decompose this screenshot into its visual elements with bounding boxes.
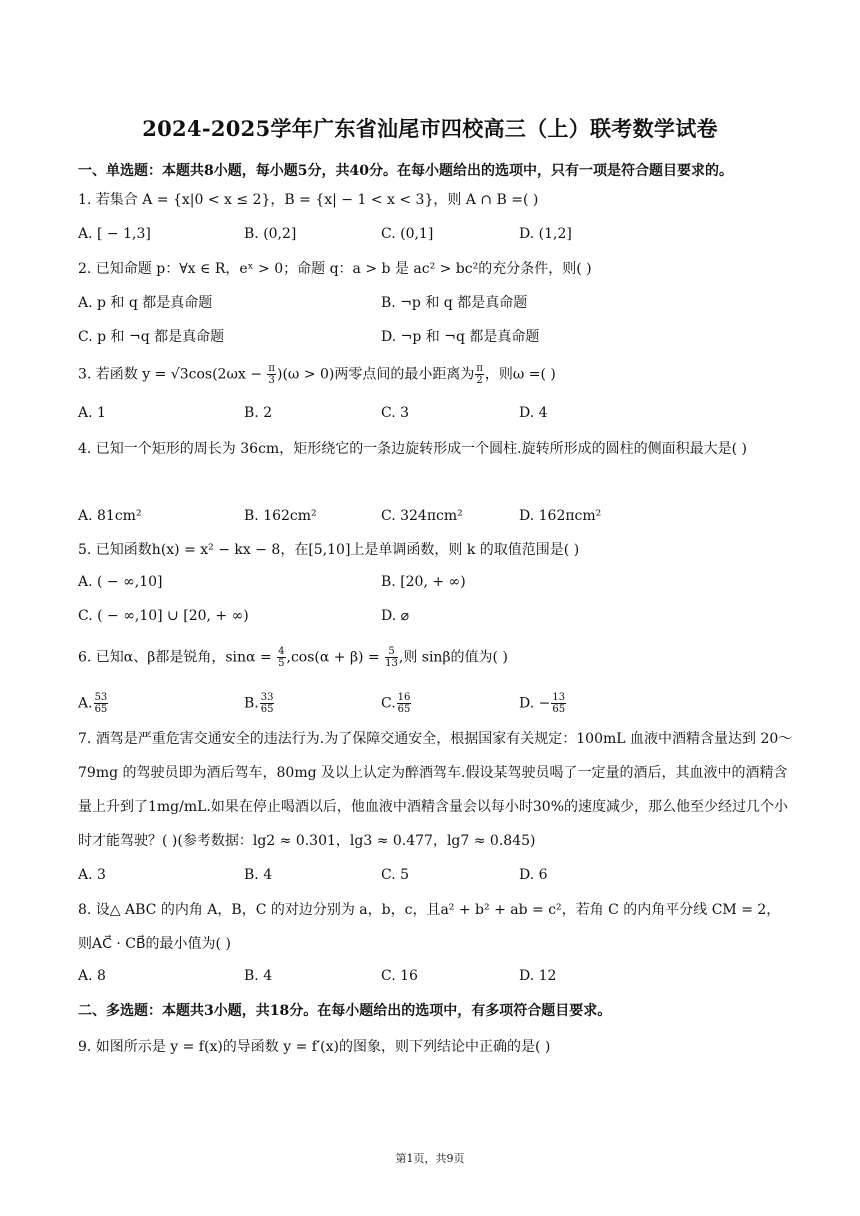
numerator: 33 [260, 692, 274, 703]
option-c[interactable]: C. 3 [381, 405, 410, 421]
question-8-stem-line1: 8. 设△ ABC 的内角 A，B，C 的对边分别为 a，b，c，且a² + b² + ab = c²，若角 C 的内角平分线 CM = 2， [78, 902, 781, 918]
numerator: π [268, 363, 275, 374]
option-b[interactable]: B. 4 [244, 867, 273, 883]
option-d[interactable]: D. 6 [519, 867, 548, 883]
option-b[interactable]: B. [20, + ∞) [381, 574, 466, 590]
question-9-stem: 9. 如图所示是 y = f(x)的导函数 y = f′(x)的图象，则下列结论中正确的是( ) [78, 1039, 551, 1055]
option-label: D. − [519, 695, 551, 712]
option-b[interactable]: B. 162cm² [244, 508, 317, 524]
option-d[interactable]: D. 162πcm² [519, 508, 602, 524]
option-a[interactable]: A. [ − 1,3] [78, 226, 151, 242]
denominator: 65 [94, 704, 108, 715]
option-d[interactable]: D. ¬p 和 ¬q 都是真命题 [381, 329, 540, 345]
option-fraction [260, 692, 275, 715]
question-4-stem: 4. 已知一个矩形的周长为 36cm，矩形绕它的一条边旋转形成一个圆柱.旋转所形成的圆柱的侧面积最大是( ) [78, 441, 748, 457]
denominator: 65 [397, 704, 411, 715]
numerator: 4 [278, 646, 285, 657]
option-fraction [94, 692, 109, 715]
denominator: 65 [260, 704, 274, 715]
page-title: 2024-2025学年广东省汕尾市四校高三（上）联考数学试卷 [142, 116, 718, 141]
option-c[interactable]: C. (0,1] [381, 226, 434, 242]
question-3-options [78, 405, 798, 425]
option-a[interactable] [78, 692, 109, 715]
option-c[interactable]: C. 5 [381, 867, 410, 883]
question-7-options [78, 867, 798, 887]
denominator: 2 [476, 375, 483, 386]
section-multi-choice-heading: 二、多选题：本题共3小题，共18分。在每小题给出的选项中，有多项符合题目要求。 [78, 1003, 612, 1019]
question-4-options [78, 508, 798, 528]
fraction-4-over-5 [277, 646, 285, 669]
option-c[interactable] [381, 692, 412, 715]
question-5-options-row1 [78, 574, 798, 594]
numerator: π [476, 363, 483, 374]
question-1-options [78, 226, 798, 246]
denominator: 5 [278, 658, 285, 669]
denominator: 3 [268, 375, 275, 386]
option-a[interactable]: A. ( − ∞,10] [78, 574, 163, 590]
numerator: 53 [94, 692, 108, 703]
question-2-options-row2 [78, 326, 798, 346]
option-a[interactable]: A. 1 [78, 405, 106, 421]
page-footer: 第1页，共9页 [395, 1152, 465, 1165]
fraction-pi-over-3 [267, 363, 276, 386]
question-2-options-row1 [78, 292, 798, 312]
question-6-stem [78, 646, 798, 669]
question-5-options-row2 [78, 608, 798, 628]
question-6-stem-part-c: ,则 sinβ的值为( ) [398, 649, 508, 666]
question-6-options [78, 692, 798, 720]
option-label: B. [244, 695, 259, 712]
option-b[interactable]: B. ¬p 和 q 都是真命题 [381, 295, 528, 311]
question-3-stem-part-b: )(ω > 0)两零点间的最小距离为 [276, 366, 475, 383]
option-b[interactable]: B. 4 [244, 968, 273, 984]
option-label: A. [78, 695, 93, 712]
option-c[interactable]: C. ( − ∞,10] ∪ [20, + ∞) [78, 608, 249, 624]
denominator: 65 [552, 704, 566, 715]
option-b[interactable] [244, 692, 275, 715]
question-6-stem-part-a: 6. 已知α、β都是锐角，sinα = [78, 649, 272, 666]
option-d[interactable]: D. 4 [519, 405, 548, 421]
question-8-options [78, 968, 798, 988]
option-d[interactable]: D. (1,2] [519, 226, 572, 242]
fraction-pi-over-2 [475, 363, 484, 386]
option-d[interactable]: D. ⌀ [381, 608, 410, 624]
question-3-stem-part-a: 3. 若函数 y = √3cos(2ωx − [78, 366, 262, 383]
option-c[interactable]: C. 324πcm² [381, 508, 463, 524]
section-single-choice-heading: 一、单选题：本题共8小题，每小题5分，共40分。在每小题给出的选项中，只有一项是符合题目要求的。 [78, 163, 733, 179]
question-5-stem: 5. 已知函数h(x) = x² − kx − 8，在[5,10]上是单调函数，则 k 的取值范围是( ) [78, 542, 580, 558]
option-a[interactable]: A. 3 [78, 867, 106, 883]
question-7-stem: 7. 酒驾是严重危害交通安全的违法行为.为了保障交通安全，根据国家有关规定：100mL 血液中酒精含量达到 20～79mg 的驾驶员即为酒后驾车，80mg 及以上认定为醉酒驾车.假设某驾驶员喝了一定量的酒后，其血液中的酒精含量上升到了1mg/mL.如果在停止喝酒以后，他血液中酒精含量会以每小时30%的速度减少，那么他至少经过几个小时才能驾驶？( )(参考数据：lg2 ≈ 0.301，lg3 ≈ 0.477，lg7 ≈ 0.845) [78, 731, 793, 849]
numerator: 13 [552, 692, 566, 703]
question-2-stem: 2. 已知命题 p：∀x ∈ R，eˣ > 0；命题 q：a > b 是 ac² > bc²的充分条件，则( ) [78, 261, 592, 277]
option-d[interactable] [519, 692, 567, 715]
option-b[interactable]: B. 2 [244, 405, 273, 421]
denominator: 13 [385, 658, 398, 669]
question-8-stem-line2: 则AC⃗ · CB⃗的最小值为( ) [78, 936, 231, 952]
option-a[interactable]: A. p 和 q 都是真命题 [78, 295, 213, 311]
option-fraction [397, 692, 412, 715]
option-c[interactable]: C. 16 [381, 968, 418, 984]
option-d[interactable]: D. 12 [519, 968, 557, 984]
option-a[interactable]: A. 81cm² [78, 508, 142, 524]
fraction-5-over-13 [385, 646, 398, 669]
numerator: 5 [385, 646, 398, 658]
option-c[interactable]: C. p 和 ¬q 都是真命题 [78, 329, 225, 345]
question-3-stem-part-c: ，则ω =( ) [484, 366, 556, 383]
option-fraction [551, 692, 566, 715]
question-1-stem: 1. 若集合 A = {x|0 < x ≤ 2}，B = {x| − 1 < x < 3}，则 A ∩ B =( ) [78, 192, 539, 208]
option-a[interactable]: A. 8 [78, 968, 106, 984]
question-6-stem-part-b: ,cos(α + β) = [286, 649, 380, 666]
option-label: C. [381, 695, 396, 712]
option-b[interactable]: B. (0,2] [244, 226, 297, 242]
question-3-stem [78, 363, 798, 386]
numerator: 16 [397, 692, 411, 703]
